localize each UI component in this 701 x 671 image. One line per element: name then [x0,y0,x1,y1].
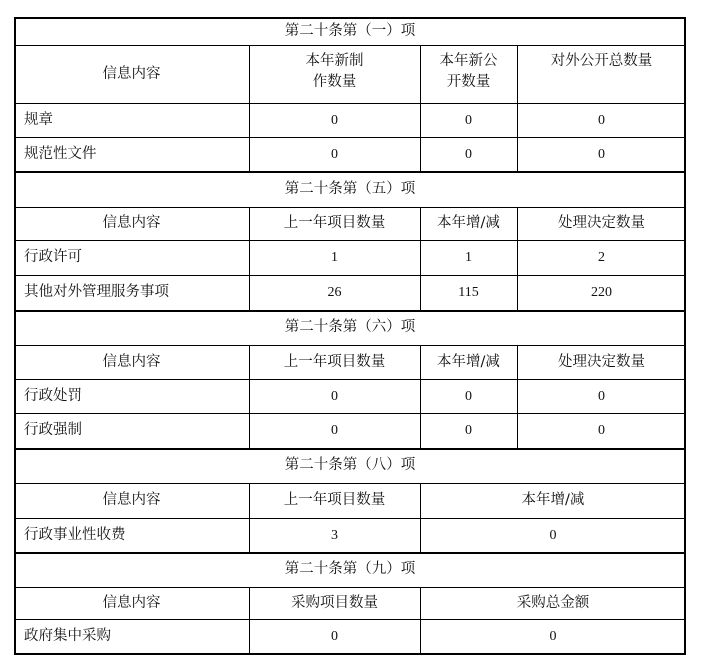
row-label: 行政事业性收费 [24,526,126,543]
column-header: 处理决定数量 [558,353,645,370]
row-value: 1 [331,250,338,265]
row-value: 0 [331,628,338,644]
table-rule [420,483,421,552]
row-value: 220 [591,285,612,300]
column-header: 采购总金额 [516,594,590,611]
column-header: 上一年项目数量 [283,492,386,508]
column-header: 信息内容 [102,65,161,82]
row-value: 0 [598,423,605,438]
table-rule [420,45,421,171]
row-value: 0 [549,527,557,543]
section-title: 第二十条第（五）项 [284,180,416,197]
column-header: 本年增/减 [437,215,500,231]
table-rule [14,653,686,655]
column-header: 上一年项目数量 [283,215,386,231]
table-rule [517,345,518,448]
table-rule [517,207,518,310]
section-title: 第二十条第（六）项 [284,319,416,335]
row-value: 0 [331,112,338,128]
section-title: 第二十条第（九）项 [284,561,416,577]
table-rule [249,483,250,552]
table-rule [420,587,421,653]
row-value: 0 [465,423,472,438]
column-header: 处理决定数量 [558,215,645,231]
row-label: 行政许可 [24,249,82,265]
table-rule [420,207,421,310]
row-value: 1 [465,250,472,265]
row-label: 规章 [24,111,53,128]
row-value: 26 [327,285,342,300]
row-value: 2 [598,250,605,265]
column-header: 信息内容 [102,215,161,231]
row-label: 规范性文件 [24,145,97,162]
row-label: 其他对外管理服务事项 [24,284,169,300]
row-label: 行政强制 [24,422,82,438]
row-value: 0 [598,146,605,162]
row-value: 0 [465,112,472,128]
row-value: 0 [465,146,472,162]
column-header: 信息内容 [102,492,161,508]
row-value: 0 [331,146,338,162]
column-header: 本年新制 作数量 [305,53,364,90]
table-rule [249,587,250,653]
column-header: 信息内容 [102,353,161,370]
table-rule [249,345,250,448]
column-header: 上一年项目数量 [283,353,386,370]
table-rule [517,45,518,171]
row-value: 3 [331,527,338,543]
row-value: 0 [549,628,557,644]
column-header: 本年增/减 [521,492,585,508]
row-label: 行政处罚 [24,387,82,404]
table-rule [249,207,250,310]
row-value: 0 [598,388,605,404]
disclosure-table [14,17,686,653]
row-value: 0 [598,112,605,128]
section-title: 第二十条第（一）项 [284,22,416,39]
row-value: 0 [331,388,338,404]
table-rule [249,45,250,171]
column-header: 信息内容 [102,594,161,611]
column-header: 本年增/减 [437,353,500,370]
column-header: 对外公开总数量 [550,53,653,69]
row-value: 0 [465,388,472,404]
section-title: 第二十条第（八）项 [284,457,416,473]
column-header: 本年新公 开数量 [439,53,498,90]
column-header: 采购项目数量 [291,594,378,611]
table-rule [420,345,421,448]
row-value: 115 [458,285,479,300]
row-label: 政府集中采购 [24,627,111,644]
row-value: 0 [331,423,338,438]
